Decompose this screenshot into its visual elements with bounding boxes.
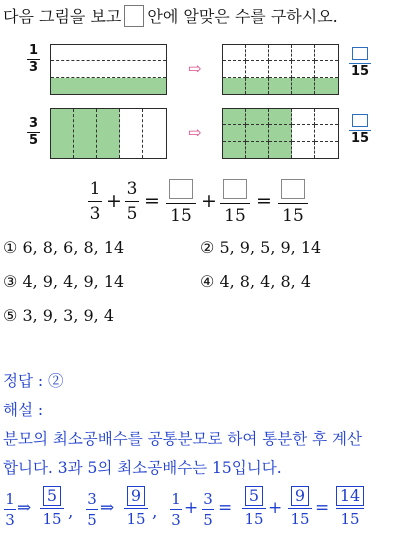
grid-cell-shaded bbox=[246, 142, 269, 158]
arrow-icon: ⇒ bbox=[100, 498, 115, 518]
row2-fraction-label bbox=[27, 117, 40, 148]
row2-answer-den: 15 bbox=[350, 131, 370, 146]
eq-fraction-a bbox=[88, 179, 102, 224]
option-5[interactable] bbox=[3, 306, 114, 325]
eq-a-den: 3 bbox=[89, 204, 101, 224]
grid-cell-shaded bbox=[223, 78, 246, 94]
sol-frac-1 bbox=[4, 490, 16, 529]
option-marker: ② bbox=[200, 238, 215, 257]
grid-cell bbox=[223, 45, 246, 61]
answer-line: 정답 : ② bbox=[3, 372, 64, 390]
row2-answer-fraction bbox=[349, 114, 371, 146]
grid-cell bbox=[315, 45, 338, 61]
sol-den: 5 bbox=[203, 511, 213, 529]
solution-equation bbox=[0, 484, 400, 532]
eq-e-den: 15 bbox=[282, 206, 304, 226]
option-4[interactable] bbox=[200, 272, 311, 291]
sol-box-num: 5 bbox=[43, 486, 61, 506]
grid-cell bbox=[315, 142, 338, 158]
option-1[interactable] bbox=[3, 238, 124, 257]
grid-cell-shaded bbox=[51, 109, 74, 158]
grid-cell bbox=[292, 61, 315, 77]
option-marker: ④ bbox=[200, 272, 215, 291]
eq-d-den: 15 bbox=[224, 206, 246, 226]
option-text: 4, 9, 4, 9, 14 bbox=[22, 272, 125, 291]
grid-cell bbox=[223, 61, 246, 77]
row2-left-grid bbox=[50, 108, 167, 159]
sol-frac-4 bbox=[124, 486, 148, 528]
row1-arrow-icon: ⇨ bbox=[188, 59, 202, 78]
grid-cell-shaded bbox=[292, 78, 315, 94]
sol-den: 15 bbox=[42, 510, 62, 528]
sol-box-num: 9 bbox=[291, 486, 309, 506]
comma: , bbox=[68, 502, 74, 522]
sol-frac-6 bbox=[202, 490, 214, 529]
sol-frac-3 bbox=[86, 490, 98, 529]
sol-num: 1 bbox=[171, 490, 181, 508]
sol-den: 3 bbox=[5, 511, 15, 529]
grid-cell-shaded bbox=[269, 109, 292, 125]
grid-cell-shaded bbox=[246, 125, 269, 141]
grid-cell bbox=[51, 45, 166, 61]
explanation-line-2: 합니다. 3과 5의 최소공배수는 15입니다. bbox=[3, 459, 282, 477]
eq-a-num: 1 bbox=[89, 179, 101, 199]
sol-den: 15 bbox=[340, 510, 360, 528]
eq-plus: + bbox=[106, 190, 122, 212]
sol-frac-7 bbox=[242, 486, 266, 528]
sol-frac-9 bbox=[336, 486, 364, 528]
grid-cell-shaded bbox=[74, 109, 97, 158]
grid-cell bbox=[120, 109, 143, 158]
grid-cell bbox=[269, 61, 292, 77]
option-3[interactable] bbox=[3, 272, 124, 291]
eq-plus: + bbox=[201, 190, 217, 212]
plus: + bbox=[184, 498, 199, 518]
question-text bbox=[3, 4, 338, 27]
grid-cell bbox=[246, 61, 269, 77]
grid-cell-shaded bbox=[97, 109, 120, 158]
answer-box-icon bbox=[352, 114, 368, 127]
explanation-line-1: 분모의 최소공배수를 공통분모로 하여 통분한 후 계산 bbox=[3, 430, 362, 448]
option-text: 4, 8, 4, 8, 4 bbox=[219, 272, 312, 291]
eq-b-den: 5 bbox=[126, 204, 138, 224]
sol-den: 15 bbox=[290, 510, 310, 528]
grid-cell bbox=[246, 45, 269, 61]
grid-cell-shaded bbox=[269, 142, 292, 158]
eq-b-num: 3 bbox=[126, 179, 138, 199]
sol-den: 15 bbox=[244, 510, 264, 528]
option-2[interactable] bbox=[200, 238, 321, 257]
eq-fraction-b bbox=[125, 179, 139, 224]
row2-den: 5 bbox=[28, 133, 39, 148]
grid-cell-shaded bbox=[51, 78, 166, 94]
grid-cell bbox=[292, 109, 315, 125]
option-marker: ① bbox=[3, 238, 18, 257]
option-text: 6, 8, 6, 8, 14 bbox=[22, 238, 125, 257]
grid-cell-shaded bbox=[246, 109, 269, 125]
row2-num: 3 bbox=[28, 116, 39, 131]
main-equation bbox=[0, 176, 400, 230]
option-text: 3, 9, 3, 9, 4 bbox=[22, 306, 115, 325]
comma: , bbox=[152, 502, 158, 522]
equals: = bbox=[218, 498, 233, 518]
row1-answer-den: 15 bbox=[350, 64, 370, 79]
grid-cell-shaded bbox=[269, 125, 292, 141]
row1-left-grid bbox=[50, 44, 167, 95]
option-marker: ⑤ bbox=[3, 306, 18, 325]
blank-box-icon bbox=[281, 179, 305, 199]
question-text-before: 다음 그림을 보고 bbox=[3, 7, 122, 26]
row1-den: 3 bbox=[28, 60, 39, 75]
row1-fraction-label bbox=[27, 44, 40, 75]
sol-den: 15 bbox=[126, 510, 146, 528]
sol-frac-5 bbox=[170, 490, 182, 529]
grid-cell bbox=[292, 142, 315, 158]
sol-num: 3 bbox=[87, 490, 97, 508]
blank-box-icon bbox=[124, 5, 144, 27]
row1-right-grid bbox=[222, 44, 339, 95]
grid-cell bbox=[315, 125, 338, 141]
row1-answer-fraction bbox=[349, 47, 371, 79]
grid-cell-shaded bbox=[315, 78, 338, 94]
grid-cell-shaded bbox=[223, 125, 246, 141]
eq-c-den: 15 bbox=[170, 206, 192, 226]
row2-arrow-icon: ⇨ bbox=[188, 123, 202, 142]
grid-cell-shaded bbox=[223, 109, 246, 125]
eq-fraction-c bbox=[166, 179, 196, 226]
plus: + bbox=[268, 498, 283, 518]
sol-num: 3 bbox=[203, 490, 213, 508]
row1-num: 1 bbox=[28, 43, 39, 58]
grid-cell-shaded bbox=[223, 142, 246, 158]
grid-cell bbox=[292, 45, 315, 61]
equals: = bbox=[315, 498, 330, 518]
blank-box-icon bbox=[223, 179, 247, 199]
eq-fraction-d bbox=[220, 179, 250, 226]
grid-cell-shaded bbox=[269, 78, 292, 94]
sol-box-num: 5 bbox=[245, 486, 263, 506]
eq-equals: = bbox=[144, 190, 160, 212]
grid-cell bbox=[315, 109, 338, 125]
option-marker: ③ bbox=[3, 272, 18, 291]
grid-cell-shaded bbox=[246, 78, 269, 94]
grid-cell bbox=[143, 109, 166, 158]
sol-den: 3 bbox=[171, 511, 181, 529]
sol-box-num: 9 bbox=[127, 486, 145, 506]
grid-cell bbox=[315, 61, 338, 77]
grid-cell bbox=[51, 61, 166, 77]
arrow-icon: ⇒ bbox=[17, 498, 32, 518]
sol-den: 5 bbox=[87, 511, 97, 529]
sol-frac-2 bbox=[40, 486, 64, 528]
eq-equals: = bbox=[256, 190, 272, 212]
grid-cell bbox=[269, 45, 292, 61]
blank-box-icon bbox=[169, 179, 193, 199]
sol-box-num: 14 bbox=[336, 486, 364, 506]
answer-box-icon bbox=[352, 47, 368, 60]
explanation-label: 해설 : bbox=[3, 401, 44, 419]
eq-fraction-e bbox=[278, 179, 308, 226]
question-text-after: 안에 알맞은 수를 구하시오. bbox=[147, 7, 338, 26]
sol-frac-8 bbox=[288, 486, 312, 528]
row2-right-grid bbox=[222, 108, 339, 159]
grid-cell bbox=[292, 125, 315, 141]
sol-num: 1 bbox=[5, 490, 15, 508]
option-text: 5, 9, 5, 9, 14 bbox=[219, 238, 322, 257]
